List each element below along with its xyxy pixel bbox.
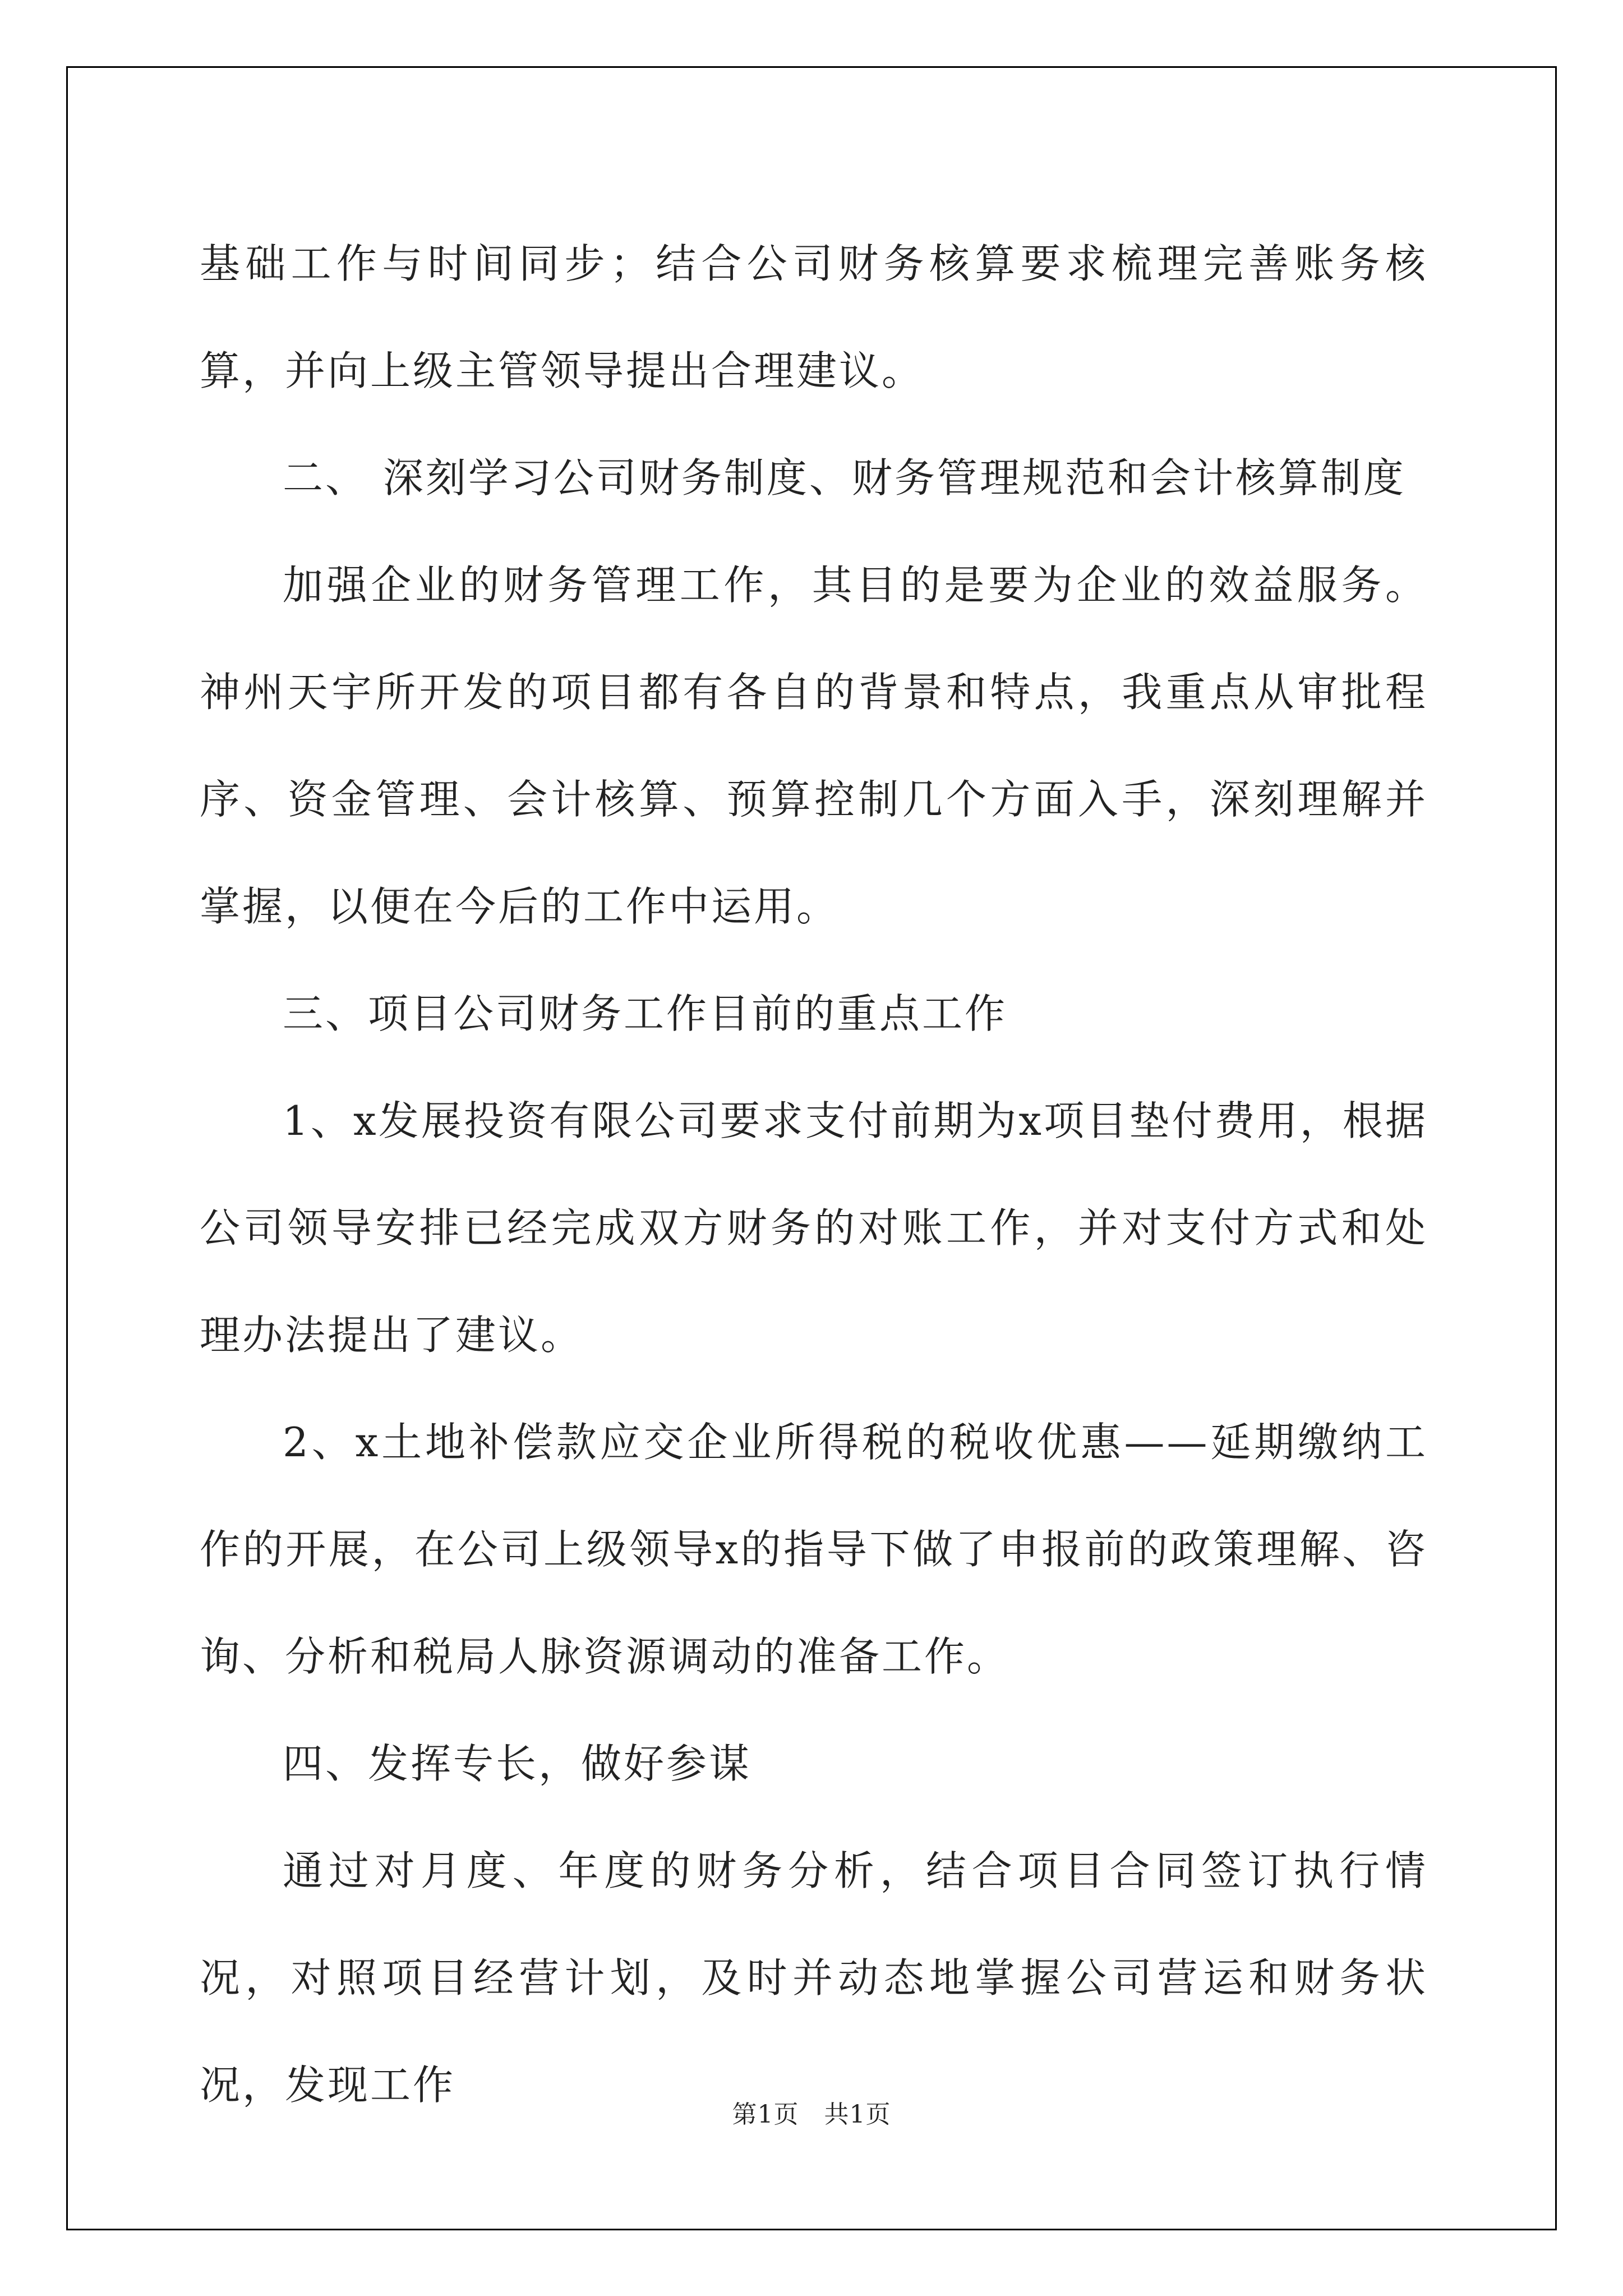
paragraph-heading-2: 二、 深刻学习公司财务制度、财务管理规范和会计核算制度 — [283, 454, 1406, 501]
paragraph-3: 加强企业的财务管理工作，其目的是要为企业的效益服务。神州天宇所开发的项目都有各自的背景和特点，我重点从审批程序、资金管理、会计核算、预算控制几个方面入手，深刻理解并掌握，以便在今后的工作中运用。 — [200, 562, 1428, 930]
paragraph-8: 通过对月度、年度的财务分析，结合项目合同签订执行情况，对照项目经营计划，及时并动态地掌握公司营运和财务状况，发现工作 — [200, 1847, 1428, 2109]
paragraph-item-1: 1、x发展投资有限公司要求支付前期为x项目垫付费用，根据公司领导安排已经完成双方财务的对账工作，并对支付方式和处理办法提出了建议。 — [200, 1097, 1428, 1359]
paragraph-heading-4: 四、发挥专长，做好参谋 — [283, 1740, 752, 1787]
paragraph-heading-3: 三、项目公司财务工作目前的重点工作 — [283, 990, 1008, 1037]
page-number-footer: 第1页 共1页 — [732, 2100, 891, 2129]
paragraph-item-2: 2、x土地补偿款应交企业所得税的税收优惠——延期缴纳工作的开展，在公司上级领导x的指导下做了申报前的政策理解、咨询、分析和税局人脉资源调动的准备工作。 — [200, 1419, 1428, 1680]
document-body — [200, 210, 1428, 2139]
paragraph-1: 基础工作与时间同步；结合公司财务核算要求梳理完善账务核算，并向上级主管领导提出合理建议。 — [200, 240, 1428, 394]
